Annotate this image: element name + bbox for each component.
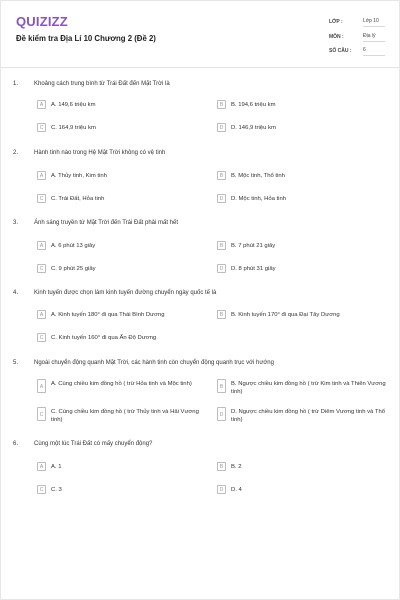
question-count-label: SỐ CÂU : bbox=[329, 48, 352, 54]
option-b[interactable] bbox=[217, 171, 387, 180]
option-b[interactable] bbox=[217, 241, 387, 250]
option-text: B. Kinh tuyến 170° đi qua Đại Tây Dương bbox=[231, 311, 340, 318]
question-text: Ngoài chuyển động quanh Mặt Trời, các hành tinh còn chuyển động quanh trục với hướng bbox=[34, 360, 274, 366]
option-letter-box: A bbox=[37, 310, 46, 319]
class-label: LỚP : bbox=[329, 19, 343, 25]
option-letter-box: B bbox=[217, 171, 226, 180]
worksheet-title: Đề kiểm tra Địa Lí 10 Chương 2 (Đề 2) bbox=[16, 34, 156, 43]
option-b[interactable] bbox=[217, 462, 387, 471]
subject-value: Địa lý bbox=[363, 33, 385, 42]
option-d[interactable] bbox=[217, 264, 387, 273]
option-d[interactable] bbox=[217, 123, 387, 132]
option-c[interactable] bbox=[37, 333, 207, 342]
option-letter-box: B bbox=[217, 379, 226, 393]
option-letter-box: C bbox=[37, 407, 46, 421]
option-letter-box: A bbox=[37, 462, 46, 471]
option-text: C. Kinh tuyến 160° đi qua Ấn Độ Dương bbox=[51, 334, 157, 341]
option-text: D. 4 bbox=[231, 486, 242, 493]
option-letter-box: D bbox=[217, 485, 226, 494]
question-text: Ánh sáng truyền từ Mặt Trời đến Trái Đất phải mất hết bbox=[34, 220, 179, 226]
option-text: B. 7 phút 21 giây bbox=[231, 242, 276, 249]
option-c[interactable] bbox=[37, 123, 207, 132]
option-c[interactable] bbox=[37, 407, 207, 424]
option-text: D. 146,9 triệu km bbox=[231, 124, 276, 131]
option-letter-box: C bbox=[37, 485, 46, 494]
question-number: 4. bbox=[13, 290, 19, 296]
option-text: C. Cùng chiều kim đồng hồ ( trừ Thủy tinh và Hải Vương tinh) bbox=[51, 408, 199, 423]
option-letter-box: B bbox=[217, 100, 226, 109]
option-letter-box: C bbox=[37, 123, 46, 132]
option-text: A. 6 phút 13 giây bbox=[51, 242, 96, 249]
question-number: 5. bbox=[13, 360, 19, 366]
question-number: 6. bbox=[13, 441, 19, 447]
option-text: C. 164,9 triệu km bbox=[51, 124, 96, 131]
option-text: D. 8 phút 31 giây bbox=[231, 265, 276, 272]
option-a[interactable] bbox=[37, 462, 207, 471]
option-letter-box: C bbox=[37, 264, 46, 273]
option-text: A. Thủy tinh, Kim tinh bbox=[51, 172, 107, 179]
option-b[interactable] bbox=[217, 310, 387, 319]
option-letter-box: D bbox=[217, 264, 226, 273]
option-text: C. 9 phút 25 giây bbox=[51, 265, 96, 272]
option-b[interactable] bbox=[217, 379, 387, 396]
option-text: B. Mộc tinh, Thổ tinh bbox=[231, 172, 285, 179]
question-text: Hành tinh nào trong Hệ Mặt Trời không có vệ tinh bbox=[34, 150, 166, 156]
option-letter-box: A bbox=[37, 100, 46, 109]
option-c[interactable] bbox=[37, 264, 207, 273]
worksheet-header bbox=[1, 1, 399, 67]
option-d[interactable] bbox=[217, 485, 387, 494]
option-a[interactable] bbox=[37, 100, 207, 109]
option-text: B. 2 bbox=[231, 463, 242, 470]
question-number: 1. bbox=[13, 81, 19, 87]
option-letter-box: B bbox=[217, 462, 226, 471]
option-text: D. Mộc tinh, Hỏa tinh bbox=[231, 195, 287, 202]
option-a[interactable] bbox=[37, 310, 207, 319]
question-text: Kinh tuyến được chọn làm kinh tuyến đường chuyển ngày quốc tế là bbox=[34, 290, 217, 296]
option-a[interactable] bbox=[37, 171, 207, 180]
option-text: A. 149,6 triệu km bbox=[51, 101, 96, 108]
option-text: D. Ngược chiều kim đồng hồ ( trừ Diêm Vương tinh và Thổ tinh) bbox=[231, 408, 386, 423]
option-a[interactable] bbox=[37, 379, 207, 393]
option-letter-box: A bbox=[37, 241, 46, 250]
option-letter-box: B bbox=[217, 310, 226, 319]
option-d[interactable] bbox=[217, 407, 387, 424]
option-text: C. Trái Đất, Hỏa tinh bbox=[51, 195, 105, 202]
option-text: B. 194,6 triệu km bbox=[231, 101, 276, 108]
question-text: Cùng một lúc Trái Đất có mấy chuyển động? bbox=[34, 441, 153, 447]
question-number: 2. bbox=[13, 150, 19, 156]
option-c[interactable] bbox=[37, 485, 207, 494]
option-text: A. Cùng chiều kim đồng hồ ( trừ Hỏa tinh và Mộc tinh) bbox=[51, 380, 192, 387]
option-letter-box: C bbox=[37, 333, 46, 342]
option-text: B. Ngược chiều kim đồng hồ ( trừ Kim tinh và Thiên Vương tinh) bbox=[231, 380, 386, 395]
question-text: Khoảng cách trung bình từ Trái Đất đến Mặt Trời là bbox=[34, 81, 170, 87]
option-letter-box: A bbox=[37, 171, 46, 180]
option-b[interactable] bbox=[217, 100, 387, 109]
option-letter-box: D bbox=[217, 407, 226, 421]
option-letter-box: D bbox=[217, 194, 226, 203]
option-text: C. 3 bbox=[51, 486, 62, 493]
option-letter-box: A bbox=[37, 379, 46, 393]
option-a[interactable] bbox=[37, 241, 207, 250]
option-text: A. Kinh tuyến 180° đi qua Thái Bình Dương bbox=[51, 311, 165, 318]
question-count-value: 6 bbox=[363, 47, 385, 56]
quizizz-logo: QUIZIZZ bbox=[16, 14, 68, 29]
option-text: A. 1 bbox=[51, 463, 62, 470]
option-letter-box: C bbox=[37, 194, 46, 203]
option-letter-box: D bbox=[217, 123, 226, 132]
question-number: 3. bbox=[13, 220, 19, 226]
option-d[interactable] bbox=[217, 194, 387, 203]
subject-label: MÔN : bbox=[329, 34, 344, 40]
option-c[interactable] bbox=[37, 194, 207, 203]
header-divider bbox=[1, 67, 399, 68]
class-value: Lớp 10 bbox=[363, 18, 385, 27]
option-letter-box: B bbox=[217, 241, 226, 250]
